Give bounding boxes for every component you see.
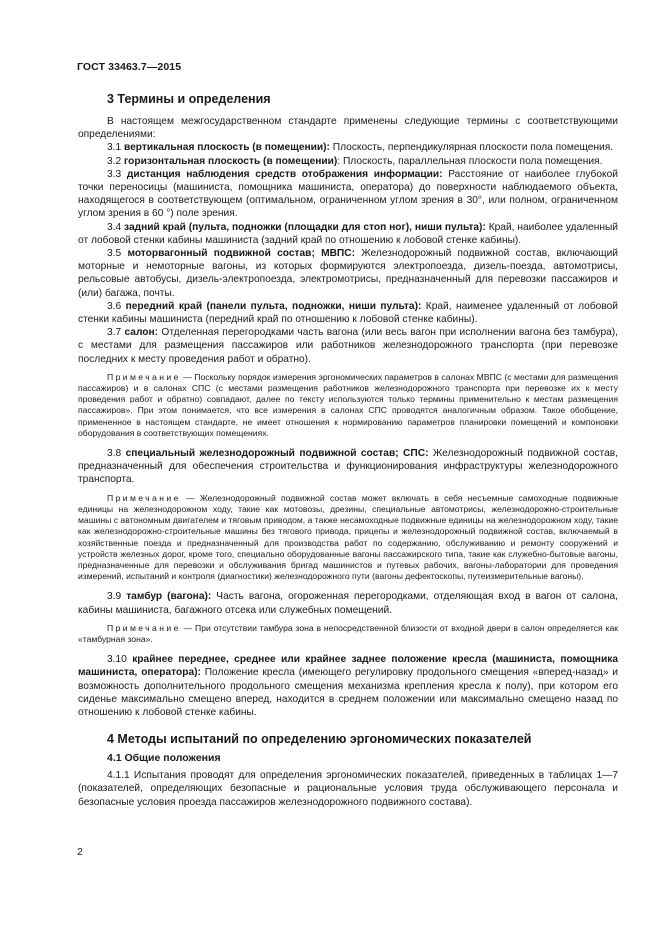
note-label: Примечание: [107, 492, 181, 503]
paragraph-4-1-1: 4.1.1 Испытания проводят для определения эргономических показателей, приведенных в таблицах 1—7 (показателей, определяющих безопасные и рациональные условия труда обслуживающего персонала и безопасные условия проезда пассажиров железнодорожного подвижного состава).: [78, 770, 618, 808]
note-2: Примечание — Железнодорожный подвижной состав может включать в себя несъемные самоходные подвижные единицы на железнодорожном ходу, такие как мотовозы, дрезины, специальные автомотрисы, железнодорожно-строительные машины с автономным двигателем и тяговым приводом, а также несамоходные подвижные единицы на железнодорожном ходу, такие как железнодорожно-строительные машины без тягового привода, прицепы и железнодорожный подвижной состав, включаемый в хозяйственные поезда и предназначенный для производства работ по содержанию, обслуживанию и ремонту сооружений и устройств железных дорог, кроме того, специально оборудованные вагоны пассажирского типа, такие как служебно-бытовые вагоны, предназначенные для перевозки и обслуживания бригад машинистов и путевых рабочих, вагоны-лаборатории для проведения измерений, испытаний и контроля (диагностики) железнодорожного пути (вагоны дефектоскопы, путеизмерительные вагоны).: [78, 492, 618, 582]
term-3-8: 3.8 специальный железнодорожный подвижной состав; СПС: Железнодорожный подвижной состав, предназначенный для обеспечения строительства и функционирования инфраструктуры железнодорожного транспорта.: [78, 448, 618, 486]
note-label: Примечание: [107, 622, 181, 633]
term-3-1: 3.1 вертикальная плоскость (в помещении): Плоскость, перпендикулярная плоскости пола помещения.: [107, 142, 614, 154]
term-3-4: 3.4 задний край (пульта, подножки (площадки для стоп ног), ниши пульта): Край, наиболее удаленный от лобовой стенки кабины машиниста (задний край по отношению к лобовой стенке кабины).: [78, 221, 618, 246]
term-3-2: 3.2 горизонтальная плоскость (в помещении): Плоскость, параллельная плоскости пола помещения.: [107, 155, 603, 167]
section-3-intro: В настоящем межгосударственном стандарте применены следующие термины с соответствующими определениями:: [78, 116, 618, 141]
section-3-title: 3 Термины и определения: [107, 92, 271, 106]
standard-code-header: ГОСТ 33463.7—2015: [77, 61, 182, 73]
term-3-7: 3.7 салон: Отделенная перегородками часть вагона (или весь вагон при исполнении вагона без тамбура), с местами для размещения пассажиров или работников железнодорожного транспорта (при перевозке последних к месту проведения работ и обратно).: [78, 327, 619, 365]
term-3-10: 3.10 крайнее переднее, среднее или крайнее заднее положение кресла (машиниста, помощника машиниста, оператора): Положение кресла (имеющего регулировку продольного смещения «вперед-назад» и возможность дополнительного продольного смещения механизма крепления кресла к полу), при котором его сиденье максимально смещено вперед, находится в среднем положении или максимально смещено назад по отношению к лобовой стенке кабины.: [78, 654, 619, 718]
note-label: Примечание: [107, 371, 181, 382]
subsection-4-1-title: 4.1 Общие положения: [107, 752, 221, 765]
term-3-9: 3.9 тамбур (вагона): Часть вагона, огороженная перегородками, отделяющая вход в вагон от салона, кабины машиниста, багажного отсека или служебных помещений.: [78, 591, 619, 616]
note-1: Примечание — Поскольку порядок измерения эргономических параметров в салонах МВПС (с местами для размещения пассажиров) и в салонах СПС (с местами размещения работников железнодорожного транспорта при перевозке их к месту проведения работ и обратно) совпадают, далее по тексту используются только термины применительно к местам размещения пассажиров». При этом понимается, что все измерения в салонах СПС проводятся аналогичным образом. Такое обобщение, примененное в настоящем стандарте, не имеет отношения к нормированию параметров планировки помещений и компоновки оборудования в соответствующих помещениях.: [78, 371, 618, 438]
page-number: 2: [77, 846, 83, 858]
page-content: [78, 92, 618, 809]
term-3-6: 3.6 передний край (панели пульта, подножки, ниши пульта): Край, наименее удаленный от лобовой стенки кабины машиниста (передний край по отношению к лобовой стенке кабины).: [78, 300, 618, 326]
note-3: Примечание — При отсутствии тамбура зона в непосредственной близости от входной двери в салон определяется как «тамбурная зона».: [78, 622, 618, 644]
section-4-title: 4 Методы испытаний по определению эргономических показателей: [107, 732, 532, 747]
term-3-3: 3.3 дистанция наблюдения средств отображения информации: Расстояние от наиболее глубокой точки переносицы (машиниста, помощника машиниста, оператора) до поверхности наблюдаемого объекта, находящегося в соответствующем (оптимальном, ограниченном углом зрения в 30°, или полном, ограниченном углом зрения в 60 °) поле зрения.: [78, 168, 618, 220]
term-3-5: 3.5 моторвагонный подвижной состав; МВПС: Железнодорожный подвижной состав, включающий моторные и немоторные вагоны, из которых формируются электропоезда, дизель-поезда, автомотрисы, рельсовые автобусы, дизель-электропоезда, электромотрисы, предназначенный для перевозки пассажиров и (или) багажа, почты.: [78, 248, 618, 299]
